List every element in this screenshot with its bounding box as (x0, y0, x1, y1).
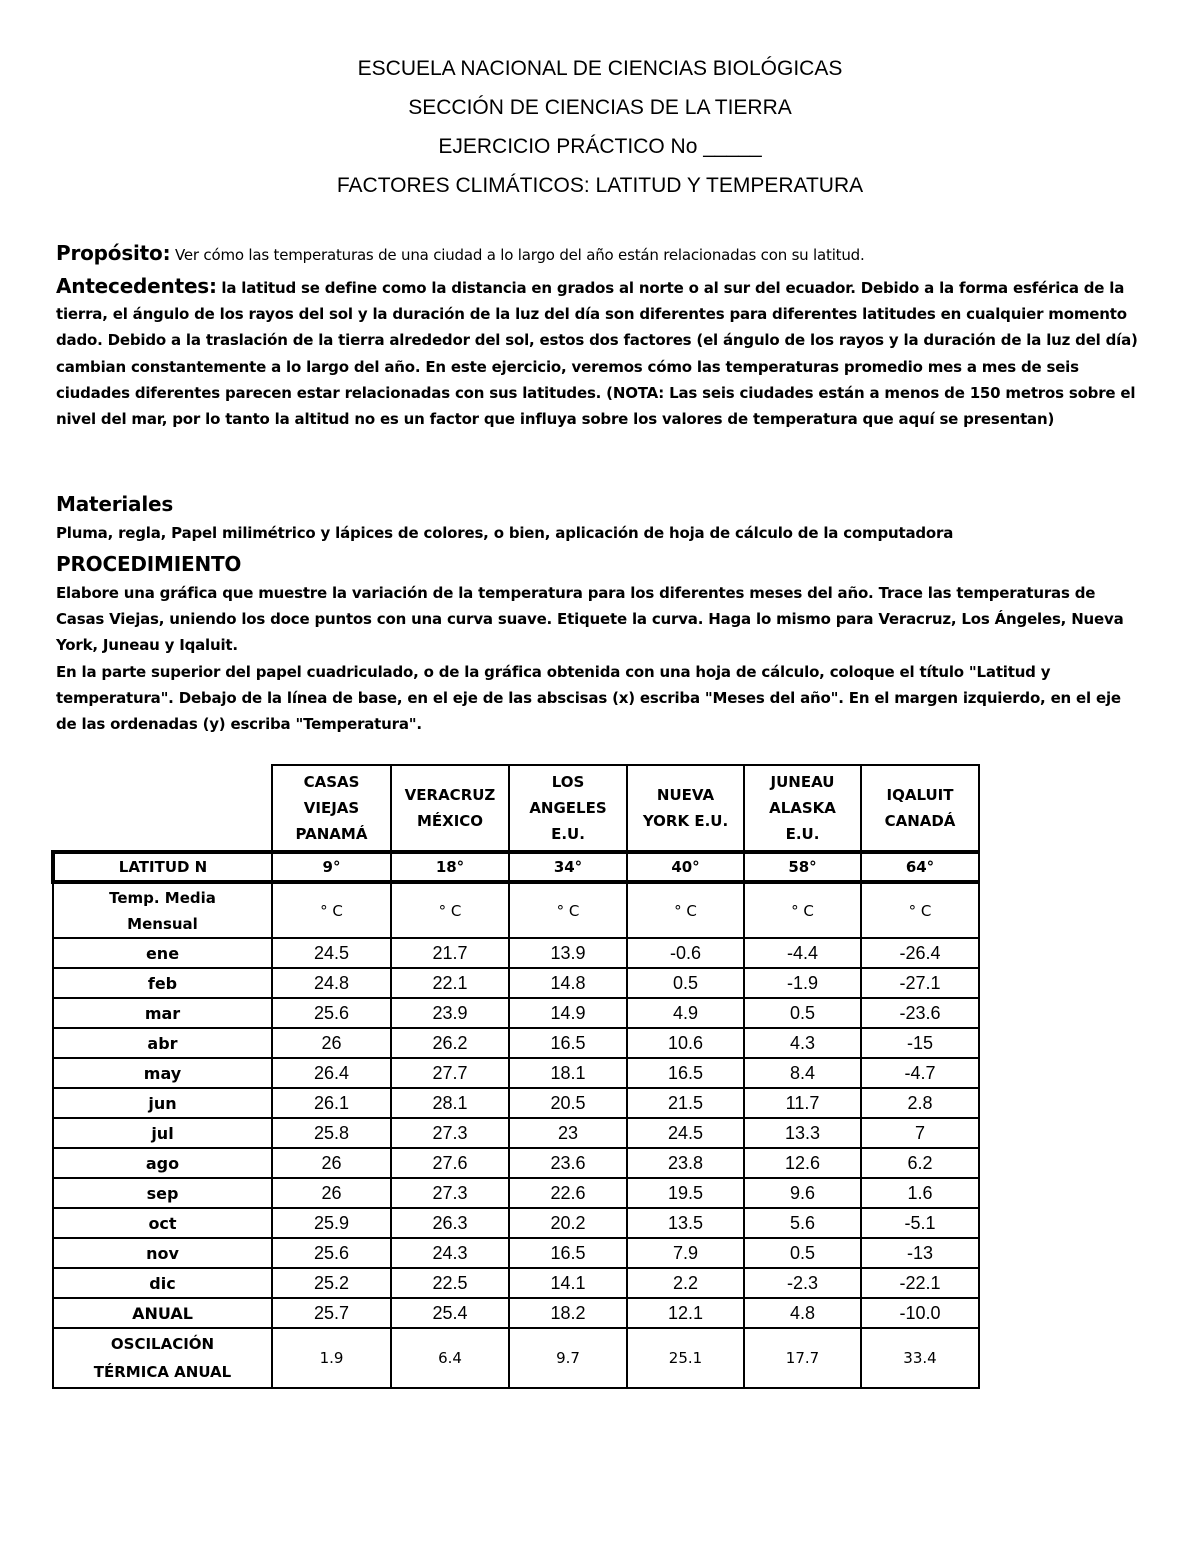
temperature-cell: -15 (861, 1028, 979, 1058)
temperature-cell: 16.5 (509, 1238, 627, 1268)
procedimiento-label: PROCEDIMIENTO (56, 552, 242, 576)
table-row (53, 1298, 979, 1328)
latitude-cell: 40° (627, 852, 744, 882)
temperature-cell: 5.6 (744, 1208, 861, 1238)
blank-corner-cell (53, 765, 272, 852)
temperature-cell: 23 (509, 1118, 627, 1148)
table-row (53, 998, 979, 1028)
oscillation-cell: 33.4 (861, 1328, 979, 1388)
temperature-cell: 16.5 (509, 1028, 627, 1058)
unit-cell: ° C (744, 882, 861, 938)
temperature-cell: -4.4 (744, 938, 861, 968)
temperature-cell: 19.5 (627, 1178, 744, 1208)
month-label: may (53, 1058, 272, 1088)
month-label: mar (53, 998, 272, 1028)
temperature-cell: 27.3 (391, 1178, 509, 1208)
temperature-cell: 4.3 (744, 1028, 861, 1058)
temperature-cell: 14.1 (509, 1268, 627, 1298)
temperature-cell: 13.3 (744, 1118, 861, 1148)
city-header-cell: VERACRUZ MÉXICO (391, 765, 509, 852)
temperature-cell: 7.9 (627, 1238, 744, 1268)
unit-cell: ° C (391, 882, 509, 938)
antecedentes-section (56, 273, 1146, 432)
temperature-cell: 0.5 (744, 1238, 861, 1268)
materiales-text: Pluma, regla, Papel milimétrico y lápices de colores, o bien, aplicación de hoja de cálculo de la computadora (56, 524, 954, 542)
temperature-cell: 26.1 (272, 1088, 391, 1118)
temperature-cell: 27.7 (391, 1058, 509, 1088)
table-row (53, 1208, 979, 1238)
temperature-cell: 24.3 (391, 1238, 509, 1268)
antecedentes-label: Antecedentes: (56, 274, 217, 298)
latitude-cell: 34° (509, 852, 627, 882)
temperature-cell: 22.1 (391, 968, 509, 998)
proposito-section (56, 240, 1146, 268)
city-header-cell: JUNEAU ALASKA E.U. (744, 765, 861, 852)
month-label: oct (53, 1208, 272, 1238)
proposito-label: Propósito: (56, 241, 171, 265)
temp-label: Temp. Media Mensual (53, 882, 272, 938)
month-label: dic (53, 1268, 272, 1298)
temperature-cell: 2.2 (627, 1268, 744, 1298)
temperature-cell: 0.5 (744, 998, 861, 1028)
temperature-cell: 26.3 (391, 1208, 509, 1238)
temperature-cell: 26 (272, 1148, 391, 1178)
temperature-cell: 23.9 (391, 998, 509, 1028)
temperature-cell: 14.8 (509, 968, 627, 998)
month-label: ene (53, 938, 272, 968)
table-row (53, 1238, 979, 1268)
month-label: ago (53, 1148, 272, 1178)
oscillation-cell: 25.1 (627, 1328, 744, 1388)
temperature-cell: 23.6 (509, 1148, 627, 1178)
temperature-cell: 13.5 (627, 1208, 744, 1238)
temperature-cell: 18.2 (509, 1298, 627, 1328)
table-row (53, 1058, 979, 1088)
latitude-row (53, 852, 979, 882)
temperature-cell: 4.8 (744, 1298, 861, 1328)
table-row (53, 1088, 979, 1118)
table-row (53, 1028, 979, 1058)
temperature-cell: 6.2 (861, 1148, 979, 1178)
temperature-cell: -23.6 (861, 998, 979, 1028)
temperature-cell: -27.1 (861, 968, 979, 998)
city-header-cell: IQALUIT CANADÁ (861, 765, 979, 852)
temperature-cell: -26.4 (861, 938, 979, 968)
city-header-row (53, 765, 979, 852)
unit-cell: ° C (272, 882, 391, 938)
school-title: ESCUELA NACIONAL DE CIENCIAS BIOLÓGICAS (357, 57, 843, 80)
temperature-cell: 20.5 (509, 1088, 627, 1118)
table-row (53, 1148, 979, 1178)
temperature-cell: 24.5 (627, 1118, 744, 1148)
temperature-cell: 24.8 (272, 968, 391, 998)
temperature-cell: 26.2 (391, 1028, 509, 1058)
temperature-cell: 25.6 (272, 1238, 391, 1268)
table-row (53, 968, 979, 998)
month-label: jun (53, 1088, 272, 1118)
temperature-cell: 24.5 (272, 938, 391, 968)
oscillation-cell: 1.9 (272, 1328, 391, 1388)
exercise-topic: FACTORES CLIMÁTICOS: LATITUD Y TEMPERATURA (336, 174, 864, 197)
latitude-cell: 64° (861, 852, 979, 882)
latitude-cell: 9° (272, 852, 391, 882)
temperature-cell: 1.6 (861, 1178, 979, 1208)
month-label: sep (53, 1178, 272, 1208)
temperature-cell: 12.1 (627, 1298, 744, 1328)
temperature-cell: 12.6 (744, 1148, 861, 1178)
section-title: SECCIÓN DE CIENCIAS DE LA TIERRA (408, 96, 792, 119)
temperature-cell: 21.7 (391, 938, 509, 968)
unit-row (53, 882, 979, 938)
temperature-cell: 27.6 (391, 1148, 509, 1178)
materiales-section (56, 488, 1146, 546)
oscillation-row (53, 1328, 979, 1388)
oscillation-cell: 6.4 (391, 1328, 509, 1388)
temperature-cell: 25.9 (272, 1208, 391, 1238)
temperature-cell: -2.3 (744, 1268, 861, 1298)
oscillation-cell: 9.7 (509, 1328, 627, 1388)
temperature-cell: -10.0 (861, 1298, 979, 1328)
antecedentes-text: la latitud se define como la distancia en grados al norte o al sur del ecuador. Debido a la forma esférica de la tierra, el ángulo de los rayos del sol y la duración de la luz del día son diferentes para diferentes latitudes en cualquier momento dado. Debido a la traslación de la tierra alrededor del sol, estos dos factores (el ángulo de los rayos y la duración de la luz del día) cambian constantemente a lo largo del año. En este ejercicio, veremos cómo las temperaturas promedio mes a mes de seis ciudades diferentes parecen estar relacionadas con sus latitudes. (NOTA: Las seis ciudades están a menos de 150 metros sobre el nivel del mar, por lo tanto la altitud no es un factor que influya sobre los valores de temperatura que aquí se presentan) (56, 279, 1138, 429)
unit-cell: ° C (627, 882, 744, 938)
temperature-cell: 18.1 (509, 1058, 627, 1088)
city-header-cell: LOS ANGELES E.U. (509, 765, 627, 852)
temperature-cell: 14.9 (509, 998, 627, 1028)
exercise-number: EJERCICIO PRÁCTICO No _____ (438, 135, 762, 158)
month-label: jul (53, 1118, 272, 1148)
latitude-cell: 18° (391, 852, 509, 882)
temperature-cell: 21.5 (627, 1088, 744, 1118)
temperature-cell: 28.1 (391, 1088, 509, 1118)
table-row (53, 938, 979, 968)
city-header-cell: NUEVA YORK E.U. (627, 765, 744, 852)
temperature-cell: -4.7 (861, 1058, 979, 1088)
month-label: ANUAL (53, 1298, 272, 1328)
temperature-cell: 16.5 (627, 1058, 744, 1088)
oscillation-label: OSCILACIÓN TÉRMICA ANUAL (53, 1328, 272, 1388)
temperature-cell: 7 (861, 1118, 979, 1148)
temperature-table (51, 764, 980, 1389)
oscillation-cell: 17.7 (744, 1328, 861, 1388)
temperature-cell: -0.6 (627, 938, 744, 968)
unit-cell: ° C (861, 882, 979, 938)
temperature-cell: 26 (272, 1178, 391, 1208)
temperature-cell: 4.9 (627, 998, 744, 1028)
temperature-cell: 22.6 (509, 1178, 627, 1208)
month-label: abr (53, 1028, 272, 1058)
city-header-cell: CASAS VIEJAS PANAMÁ (272, 765, 391, 852)
procedimiento-paragraph-1: Elabore una gráfica que muestre la variación de la temperatura para los diferentes meses del año. Trace las temperaturas de Casas Viejas, uniendo los doce puntos con una curva suave. Etiquete la curva. Haga lo mismo para Veracruz, Los Ángeles, Nueva York, Juneau y Iqaluit. (56, 584, 1124, 655)
proposito-text: Ver cómo las temperaturas de una ciudad a lo largo del año están relacionadas con su latitud. (174, 246, 865, 264)
temperature-cell: 22.5 (391, 1268, 509, 1298)
temperature-cell: 27.3 (391, 1118, 509, 1148)
temperature-cell: 26 (272, 1028, 391, 1058)
unit-cell: ° C (509, 882, 627, 938)
temperature-cell: 8.4 (744, 1058, 861, 1088)
temperature-cell: -22.1 (861, 1268, 979, 1298)
temperature-cell: 26.4 (272, 1058, 391, 1088)
temperature-cell: 9.6 (744, 1178, 861, 1208)
temperature-cell: 11.7 (744, 1088, 861, 1118)
table-row (53, 1268, 979, 1298)
temperature-cell: 25.4 (391, 1298, 509, 1328)
temperature-cell: 25.7 (272, 1298, 391, 1328)
temperature-cell: 23.8 (627, 1148, 744, 1178)
temperature-cell: 20.2 (509, 1208, 627, 1238)
temperature-cell: 25.6 (272, 998, 391, 1028)
temperature-cell: 10.6 (627, 1028, 744, 1058)
table-row (53, 1118, 979, 1148)
latitude-label: LATITUD N (53, 852, 272, 882)
temperature-cell: 2.8 (861, 1088, 979, 1118)
temperature-cell: 13.9 (509, 938, 627, 968)
temperature-cell: 25.2 (272, 1268, 391, 1298)
procedimiento-section (56, 548, 1146, 737)
table-row (53, 1178, 979, 1208)
latitude-cell: 58° (744, 852, 861, 882)
temperature-cell: 0.5 (627, 968, 744, 998)
procedimiento-paragraph-2: En la parte superior del papel cuadriculado, o de la gráfica obtenida con una hoja de cálculo, coloque el título "Latitud y temperatura". Debajo de la línea de base, en el eje de las abscisas (x) escriba "Meses del año". En el margen izquierdo, en el eje de las ordenadas (y) escriba "Temperatura". (56, 662, 1121, 734)
temperature-cell: -5.1 (861, 1208, 979, 1238)
month-label: nov (53, 1238, 272, 1268)
temperature-cell: -13 (861, 1238, 979, 1268)
materiales-label: Materiales (56, 492, 174, 516)
temperature-cell: 25.8 (272, 1118, 391, 1148)
temperature-cell: -1.9 (744, 968, 861, 998)
month-label: feb (53, 968, 272, 998)
